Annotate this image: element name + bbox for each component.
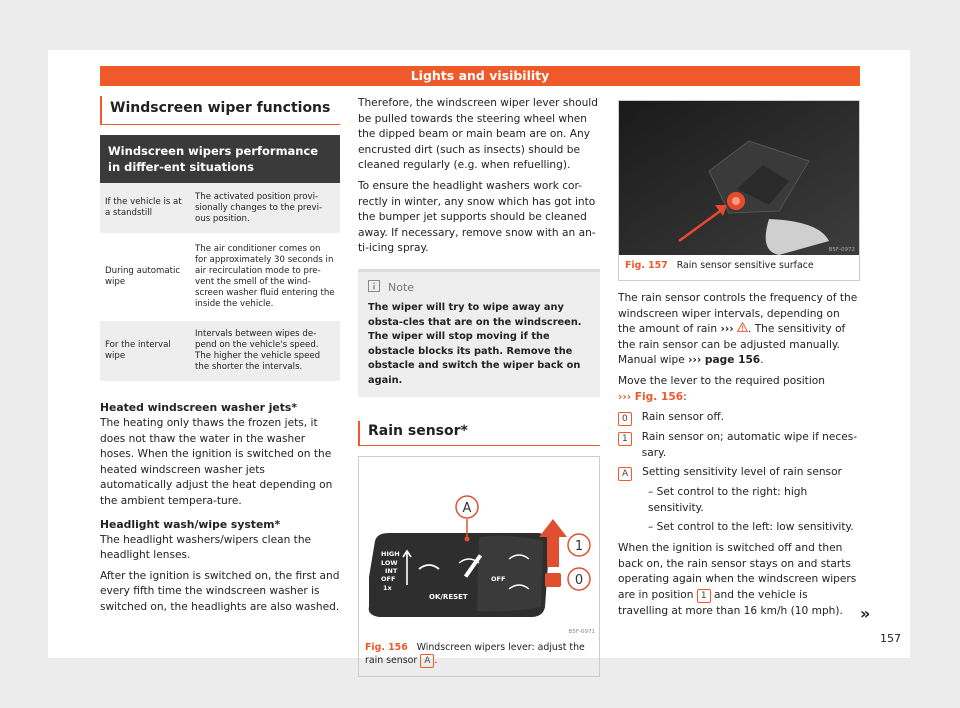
label-high: HIGH [381, 549, 400, 558]
note-box [358, 269, 600, 397]
figure-code: B5F-0971 [568, 628, 595, 635]
figure-number: Fig. 156 [365, 641, 408, 653]
column-1 [100, 96, 340, 621]
table-cell-situation: If the vehicle is at a standstill [100, 183, 190, 233]
table-row [100, 233, 340, 321]
label-off-2: OFF [491, 574, 506, 583]
list-item-text: Rain sensor on; automatic wipe if neces-sary. [641, 431, 858, 459]
label-1x: 1x [383, 583, 392, 592]
heated-jets-text: The heating only thaws the frozen jets, it does not thaw the water in the washer hoses. When the ignition is switched on the heated windscreen washer jets automatically adjust the heat depending on the ambient tempera-ture. [100, 417, 333, 507]
label-low: LOW [381, 558, 398, 567]
note-text: The wiper will try to wipe away any obsta-cles that are on the windscreen. The wiper will stop moving if the obstacle blocks its path. Remove the obstacle and switch the wiper back on again. [368, 301, 582, 386]
label-okreset: OK/RESET [429, 592, 468, 601]
caption-text: Windscreen wipers lever: adjust the rain sensor [365, 641, 585, 666]
section-title-rain-sensor: Rain sensor* [358, 421, 600, 446]
wiper-table [100, 183, 340, 381]
figure-157 [618, 100, 860, 281]
label-off: OFF [381, 574, 396, 583]
table-cell-situation: For the interval wipe [100, 321, 190, 381]
page-number: 157 [880, 632, 901, 645]
figure-number: Fig. 157 [625, 260, 668, 271]
headlight-wash-text: The headlight washers/wipers clean the headlight lenses. [100, 533, 312, 562]
paragraph: To ensure the headlight washers work cor-rectly in winter, any snow which has got into the bumper jet supports should be cleaned away. If necessary, remove snow with an an-ti-icing spray. [358, 179, 596, 255]
figure-156-caption [359, 637, 599, 676]
list-key-badge: 0 [618, 412, 632, 426]
dash-item: – Set control to the left: low sensitivity. [648, 520, 854, 533]
text-span: and the vehicle is travelling at more than 16 km/h (10 mph). [618, 588, 843, 617]
text-span: When the ignition is switched off and then back on, the rain sensor stays on and starts operating again when the windscreen wipers are in position [618, 542, 857, 601]
table-cell-situation: During automatic wipe [105, 266, 181, 287]
wiper-lever-illustration [359, 457, 599, 637]
text-span: . [760, 354, 764, 367]
list-item [618, 410, 860, 426]
dash-item: – Set control to the right: high sensitivity. [648, 486, 808, 514]
column-2 [358, 96, 600, 677]
column-3 [618, 96, 860, 624]
caption-text: Rain sensor sensitive surface [676, 260, 814, 271]
paragraph [618, 541, 860, 619]
figure-157-caption [619, 255, 859, 280]
table-title: Windscreen wipers performance in differ-ent situations [100, 135, 340, 183]
paragraph [618, 291, 860, 369]
callout-0-label: 0 [574, 572, 584, 588]
table-cell-desc: The activated position provi-sionally changes to the previ-ous position. [190, 183, 340, 233]
text-span: : [683, 390, 687, 403]
headlight-wash-text-2: After the ignition is switched on, the first and every fifth time the windscreen washer is switched on, the headlights are also washed. [100, 569, 340, 613]
list-item [618, 430, 860, 461]
text-span: Move the lever to the required position [618, 374, 825, 387]
list-key-badge: A [618, 467, 632, 481]
label-int: INT [385, 566, 398, 575]
figure-code: B5F-0972 [828, 247, 855, 253]
list-item-text: Setting sensitivity level of rain sensor [642, 466, 842, 479]
callout-1-label: 1 [574, 538, 584, 554]
chapter-header: Lights and visibility [100, 66, 860, 86]
text-span: . The sensitivity of the rain sensor can be adjusted manually. Manual wipe [618, 323, 846, 367]
list-item-text: Rain sensor off. [641, 411, 725, 424]
info-icon [368, 280, 380, 295]
caption-end: . [434, 654, 438, 666]
table-cell-desc: The air conditioner comes on for approximately 30 seconds in air recirculation mode to pre-vent the smell of the wind-screen washer fluid entering the inside the vehicle. [195, 244, 335, 309]
text-span: The rain sensor controls the frequency of the windscreen wiper intervals, depending on the amount of rain [618, 292, 858, 336]
heated-jets-heading: Heated windscreen washer jets* [100, 401, 297, 414]
list-item [618, 465, 860, 481]
table-cell-desc: Intervals between wipes de-pend on the vehicle's speed. The higher the vehicle speed the shorter the intervals. [190, 321, 340, 381]
warning-icon [737, 323, 748, 335]
ref-badge: A [420, 654, 434, 668]
page-link[interactable]: ››› page 156 [688, 354, 761, 367]
section-title-wiper-functions: Windscreen wiper functions [100, 96, 340, 125]
table-row [100, 321, 340, 381]
note-heading [368, 280, 590, 295]
ref-badge: 1 [697, 589, 711, 603]
paragraph: Therefore, the windscreen wiper lever should be pulled towards the steering wheel when the dipped beam or main beam are on. Any encrusted dirt (such as insects) should be cleaned regularly (e.g. when refuelling). [358, 97, 598, 172]
continue-mark: » [860, 604, 871, 623]
note-label: Note [388, 280, 415, 294]
rain-sensor-illustration [619, 101, 859, 255]
callout-a-label: A [462, 500, 472, 516]
figure-156 [358, 456, 600, 677]
headlight-wash-heading: Headlight wash/wipe system* [100, 517, 281, 531]
list-key-badge: 1 [618, 432, 632, 446]
link-arrow[interactable]: ››› [720, 323, 734, 336]
paragraph [618, 374, 860, 405]
figure-link[interactable]: ››› Fig. 156 [618, 390, 684, 403]
table-row [100, 183, 340, 233]
